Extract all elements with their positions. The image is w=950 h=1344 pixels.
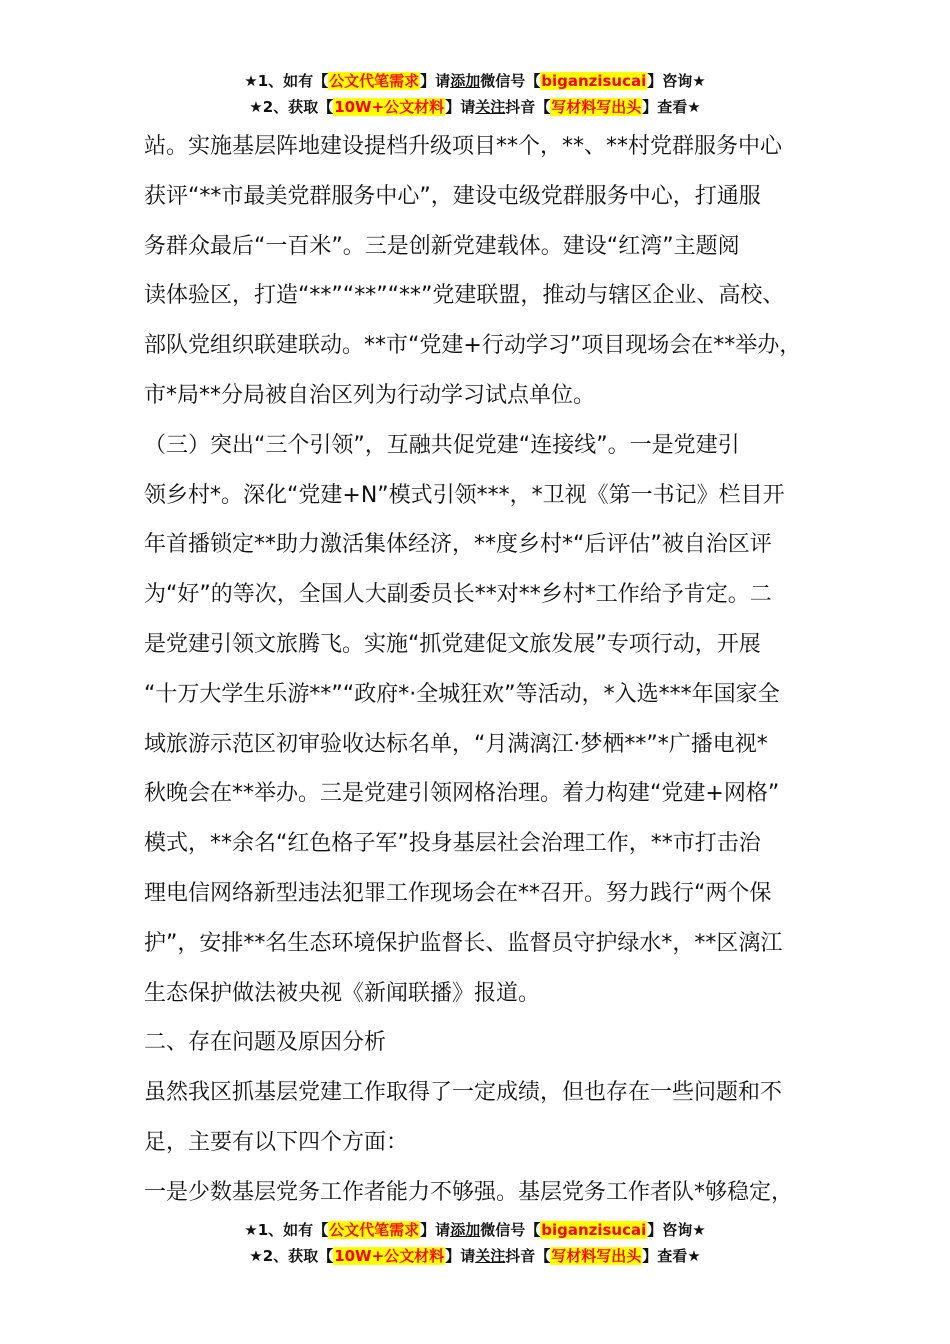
text-line: 部队党组织联建联动。**市“党建+行动学习”项目现场会在**举办， bbox=[144, 333, 802, 359]
text-line: 市*局**分局被自治区列为行动学习试点单位。 bbox=[144, 382, 596, 408]
highlight-service: 公文代笔需求 bbox=[329, 72, 420, 90]
text-line: 读体验区，打造“**”“**”“**”党建联盟，推动与辖区企业、高校、 bbox=[144, 283, 785, 309]
highlight-wechat-id: biganzisucai bbox=[541, 72, 647, 90]
text-line: 足，主要有以下四个方面： bbox=[144, 1129, 409, 1155]
text-line: 领乡村*。深化“党建+N”模式引领***，*卫视《第一书记》栏目开 bbox=[144, 482, 785, 508]
section-heading: 二、存在问题及原因分析 bbox=[144, 1030, 387, 1056]
text-line: 一是少数基层党务工作者能力不够强。基层党务工作者队*够稳定， bbox=[144, 1179, 794, 1205]
text-line: 务群众最后“一百米”。三是创新党建载体。建设“红湾”主题阅 bbox=[144, 233, 740, 259]
highlight-wechat-id: biganzisucai bbox=[541, 1221, 647, 1239]
text-line: 是党建引领文旅腾飞。实施“抓党建促文旅发展”专项行动，开展 bbox=[144, 631, 761, 657]
text-line: 护”，安排**名生态环境保护监督长、监督员守护绿水*，**区漓江 bbox=[144, 930, 783, 956]
text-line: 虽然我区抓基层党建工作取得了一定成绩，但也存在一些问题和不 bbox=[144, 1080, 783, 1106]
text-line: 模式，**余名“红色格子军”投身基层社会治理工作，**市打击治 bbox=[144, 831, 761, 857]
text-line: 站。实施基层阵地建设提档升级项目**个，**、**村党群服务中心 bbox=[144, 134, 783, 159]
highlight-materials: 10W+公文材料 bbox=[334, 1247, 445, 1265]
promo-line-1: ★1、如有【公文代笔需求】请添加微信号【biganzisucai】咨询★ bbox=[244, 1221, 706, 1239]
text-line: 域旅游示范区初审验收达标名单，“月满漓江·梦栖**”*广播电视* bbox=[144, 731, 768, 757]
text-line: 为“好”的等次，全国人大副委员长**对**乡村*工作给予肯定。二 bbox=[144, 582, 772, 608]
text-line: 理电信网络新型违法犯罪工作现场会在**召开。努力践行“两个保 bbox=[144, 880, 772, 906]
text-line: 秋晚会在**举办。三是党建引领网格治理。着力构建“党建+网格” bbox=[144, 781, 780, 807]
promo-line-2: ★2、获取【10W+公文材料】请关注抖音【写材料写出头】查看★ bbox=[249, 1247, 701, 1265]
text-line: （三）突出“三个引领”，互融共促党建“连接线”。一是党建引 bbox=[144, 432, 740, 458]
highlight-materials: 10W+公文材料 bbox=[334, 98, 445, 116]
promo-line-2: ★2、获取【10W+公文材料】请关注抖音【写材料写出头】查看★ bbox=[249, 98, 701, 116]
highlight-douyin: 写材料写出头 bbox=[551, 98, 642, 116]
text-line: 年首播锁定**助力激活集体经济，**度乡村*“后评估”被自治区评 bbox=[144, 532, 772, 558]
text-line: “十万大学生乐游**”“政府*·全城狂欢”等活动，*入选***年国家全 bbox=[144, 681, 780, 707]
highlight-service: 公文代笔需求 bbox=[329, 1221, 420, 1239]
text-line: 生态保护做法被央视《新闻联播》报道。 bbox=[144, 980, 541, 1006]
highlight-douyin: 写材料写出头 bbox=[551, 1247, 642, 1265]
promo-line-1: ★1、如有【公文代笔需求】请添加微信号【biganzisucai】咨询★ bbox=[244, 72, 706, 90]
text-line: 获评“**市最美党群服务中心”，建设屯级党群服务中心，打通服 bbox=[144, 183, 761, 209]
top-promo-banner bbox=[0, 68, 950, 120]
bottom-promo-banner bbox=[0, 1217, 950, 1269]
document-body bbox=[144, 122, 844, 1218]
